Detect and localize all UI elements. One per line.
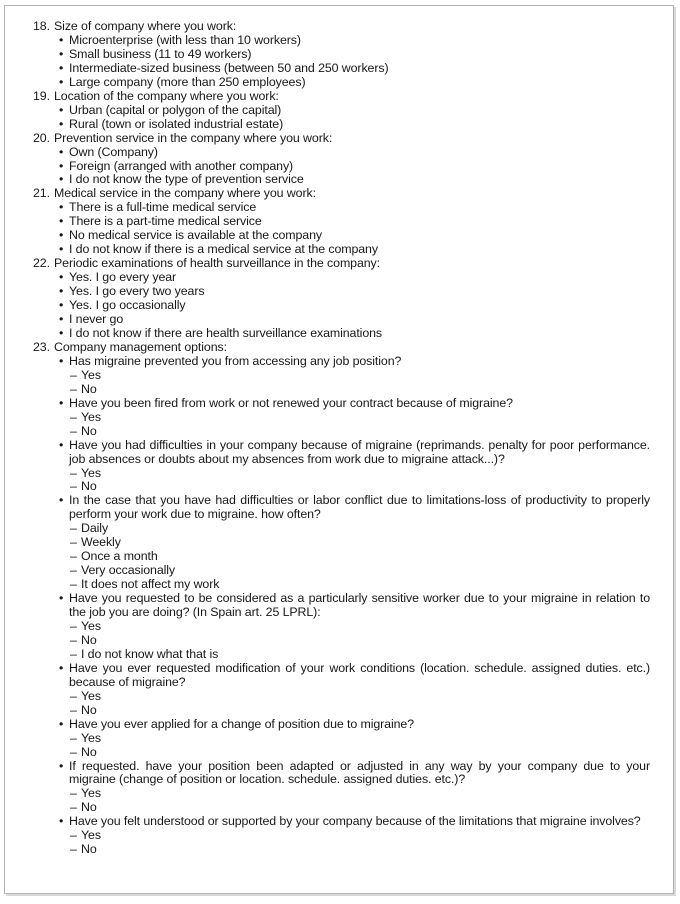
sub-option-text: Yes xyxy=(81,618,101,633)
bullet-icon: • xyxy=(59,144,64,159)
bullet-icon: • xyxy=(59,228,64,243)
dash-icon: – xyxy=(70,577,77,592)
dash-icon: – xyxy=(70,730,77,745)
sub-option-text: Yes xyxy=(81,409,101,424)
sub-option-text: Daily xyxy=(81,521,109,536)
question-number: 19. xyxy=(33,88,50,103)
bullet-icon: • xyxy=(59,74,64,89)
option-item xyxy=(33,494,650,522)
option-item xyxy=(33,397,650,411)
sub-option-text: Yes xyxy=(81,367,101,382)
sub-option-item xyxy=(33,620,650,634)
bullet-icon: • xyxy=(59,660,64,675)
bullet-icon: • xyxy=(59,493,64,508)
option-text: Own (Company) xyxy=(69,144,158,159)
bullet-icon: • xyxy=(59,172,64,187)
option-text: There is a full-time medical service xyxy=(69,200,257,215)
sub-option-item xyxy=(33,550,650,564)
sub-option-item xyxy=(33,522,650,536)
sub-option-text: No xyxy=(81,381,97,396)
question-text: Company management options: xyxy=(54,339,227,354)
dash-icon: – xyxy=(70,800,77,815)
dash-icon: – xyxy=(70,702,77,717)
bullet-icon: • xyxy=(59,591,64,606)
question-item xyxy=(33,257,650,271)
bullet-icon: • xyxy=(59,284,64,299)
sub-option-text: No xyxy=(81,842,97,857)
question-number: 21. xyxy=(33,186,50,201)
sub-option-item xyxy=(33,732,650,746)
sub-option-item xyxy=(33,843,650,857)
question-text: Periodic examinations of health surveillance in the company: xyxy=(54,256,380,271)
option-item xyxy=(33,173,650,187)
bullet-icon: • xyxy=(59,60,64,75)
question-text: Medical service in the company where you work: xyxy=(54,186,316,201)
sub-option-item xyxy=(33,787,650,801)
sub-option-item xyxy=(33,648,650,662)
option-item xyxy=(33,592,650,620)
bullet-icon: • xyxy=(59,242,64,257)
dash-icon: – xyxy=(70,479,77,494)
dash-icon: – xyxy=(70,786,77,801)
bullet-icon: • xyxy=(59,758,64,773)
dash-icon: – xyxy=(70,423,77,438)
dash-icon: – xyxy=(70,381,77,396)
bullet-icon: • xyxy=(59,325,64,340)
question-item xyxy=(33,90,650,104)
option-item xyxy=(33,299,650,313)
option-item xyxy=(33,48,650,62)
bullet-icon: • xyxy=(59,814,64,829)
option-item xyxy=(33,662,650,690)
option-text: There is a part-time medical service xyxy=(69,214,262,229)
dash-icon: – xyxy=(70,842,77,857)
option-text: No medical service is available at the company xyxy=(69,228,322,243)
option-item xyxy=(33,355,650,369)
option-text: Microenterprise (with less than 10 workers) xyxy=(69,32,301,47)
sub-option-item xyxy=(33,690,650,704)
option-item xyxy=(33,201,650,215)
sub-option-text: No xyxy=(81,800,97,815)
option-item xyxy=(33,76,650,90)
question-number: 20. xyxy=(33,130,50,145)
sub-option-text: Once a month xyxy=(81,549,158,564)
option-item xyxy=(33,215,650,229)
option-text: Have you felt understood or supported by your company because of the limitations that migraine involves? xyxy=(69,814,641,829)
option-text: Urban (capital or polygon of the capital) xyxy=(69,102,282,117)
question-list xyxy=(33,20,650,857)
sub-option-item xyxy=(33,746,650,760)
dash-icon: – xyxy=(70,521,77,536)
option-item xyxy=(33,146,650,160)
sub-option-text: Yes xyxy=(81,688,101,703)
sub-option-item xyxy=(33,383,650,397)
dash-icon: – xyxy=(70,744,77,759)
sub-option-item xyxy=(33,704,650,718)
option-item xyxy=(33,160,650,174)
option-item xyxy=(33,104,650,118)
sub-option-text: Weekly xyxy=(81,535,121,550)
question-item xyxy=(33,20,650,34)
option-text: Large company (more than 250 employees) xyxy=(69,74,306,89)
sub-option-item xyxy=(33,634,650,648)
sub-option-text: No xyxy=(81,702,97,717)
option-text: Have you ever requested modification of your work conditions (location. schedule. assigned duties. etc.) because of migraine? xyxy=(69,660,650,689)
option-item xyxy=(33,439,650,467)
bullet-icon: • xyxy=(59,312,64,327)
sub-option-text: No xyxy=(81,479,97,494)
bullet-icon: • xyxy=(59,437,64,452)
question-text: Size of company where you work: xyxy=(54,19,237,33)
sub-option-text: No xyxy=(81,632,97,647)
option-text: I do not know the type of prevention service xyxy=(69,172,304,187)
dash-icon: – xyxy=(70,535,77,550)
dash-icon: – xyxy=(70,828,77,843)
option-item xyxy=(33,271,650,285)
bullet-icon: • xyxy=(59,395,64,410)
sub-option-text: Yes xyxy=(81,786,101,801)
option-item xyxy=(33,815,650,829)
bullet-icon: • xyxy=(59,716,64,731)
dash-icon: – xyxy=(70,549,77,564)
option-text: Yes. I go occasionally xyxy=(69,298,186,313)
sub-option-item xyxy=(33,411,650,425)
option-text: Have you been fired from work or not renewed your contract because of migraine? xyxy=(69,395,513,410)
bullet-icon: • xyxy=(59,298,64,313)
question-item xyxy=(33,187,650,201)
option-text: Yes. I go every two years xyxy=(69,284,205,299)
bullet-icon: • xyxy=(59,116,64,131)
question-number: 23. xyxy=(33,339,50,354)
question-item xyxy=(33,341,650,355)
sub-option-text: Yes xyxy=(81,828,101,843)
option-item xyxy=(33,760,650,788)
question-text: Location of the company where you work: xyxy=(54,88,279,103)
sub-option-text: I do not know what that is xyxy=(81,646,219,661)
option-item xyxy=(33,118,650,132)
bullet-icon: • xyxy=(59,353,64,368)
dash-icon: – xyxy=(70,632,77,647)
option-item xyxy=(33,62,650,76)
sub-option-item xyxy=(33,480,650,494)
dash-icon: – xyxy=(70,367,77,382)
question-text: Prevention service in the company where you work: xyxy=(54,130,333,145)
sub-option-item xyxy=(33,425,650,439)
sub-option-item xyxy=(33,578,650,592)
sub-option-item xyxy=(33,801,650,815)
sub-option-text: Yes xyxy=(81,465,101,480)
option-item xyxy=(33,243,650,257)
option-text: Foreign (arranged with another company) xyxy=(69,158,294,173)
option-text: I never go xyxy=(69,312,124,327)
option-text: Intermediate-sized business (between 50 and 250 workers) xyxy=(69,60,389,75)
sub-option-text: Very occasionally xyxy=(81,563,176,578)
option-text: Rural (town or isolated industrial estate) xyxy=(69,116,284,131)
option-item xyxy=(33,34,650,48)
option-item xyxy=(33,229,650,243)
bullet-icon: • xyxy=(59,102,64,117)
question-number: 22. xyxy=(33,256,50,271)
bullet-icon: • xyxy=(59,214,64,229)
dash-icon: – xyxy=(70,646,77,661)
option-text: Has migraine prevented you from accessing any job position? xyxy=(69,353,402,368)
sub-option-item xyxy=(33,536,650,550)
question-number: 18. xyxy=(33,19,50,33)
question-item xyxy=(33,132,650,146)
option-text: If requested. have your position been adapted or adjusted in any way by your company due to your migraine (change of position or location. schedule. assigned duties. etc.)? xyxy=(69,758,650,787)
option-item xyxy=(33,718,650,732)
sub-option-text: No xyxy=(81,423,97,438)
dash-icon: – xyxy=(70,465,77,480)
sub-option-text: Yes xyxy=(81,730,101,745)
option-text: Have you had difficulties in your company because of migraine (reprimands. penalty for poor performance. job absences or doubts about my absences from work due to migraine attack...)? xyxy=(69,437,650,466)
dash-icon: – xyxy=(70,409,77,424)
sub-option-item xyxy=(33,829,650,843)
bullet-icon: • xyxy=(59,32,64,47)
option-item xyxy=(33,285,650,299)
sub-option-item xyxy=(33,369,650,383)
dash-icon: – xyxy=(70,618,77,633)
option-item xyxy=(33,313,650,327)
sub-option-item xyxy=(33,564,650,578)
option-item xyxy=(33,327,650,341)
sub-option-text: No xyxy=(81,744,97,759)
option-text: Small business (11 to 49 workers) xyxy=(69,46,252,61)
option-text: Have you ever applied for a change of position due to migraine? xyxy=(69,716,414,731)
option-text: In the case that you have had difficulties or labor conflict due to limitations-loss of productivity to properly perform your work due to migraine. how often? xyxy=(69,493,650,522)
dash-icon: – xyxy=(70,688,77,703)
dash-icon: – xyxy=(70,563,77,578)
sub-option-item xyxy=(33,467,650,481)
bullet-icon: • xyxy=(59,158,64,173)
bullet-icon: • xyxy=(59,46,64,61)
bullet-icon: • xyxy=(59,270,64,285)
option-text: Yes. I go every year xyxy=(69,270,177,285)
option-text: I do not know if there is a medical service at the company xyxy=(69,242,378,257)
bullet-icon: • xyxy=(59,200,64,215)
option-text: Have you requested to be considered as a particularly sensitive worker due to your migraine in relation to the job you are doing? (In Spain art. 25 LPRL): xyxy=(69,591,650,620)
option-text: I do not know if there are health surveillance examinations xyxy=(69,325,382,340)
sub-option-text: It does not affect my work xyxy=(81,577,220,592)
